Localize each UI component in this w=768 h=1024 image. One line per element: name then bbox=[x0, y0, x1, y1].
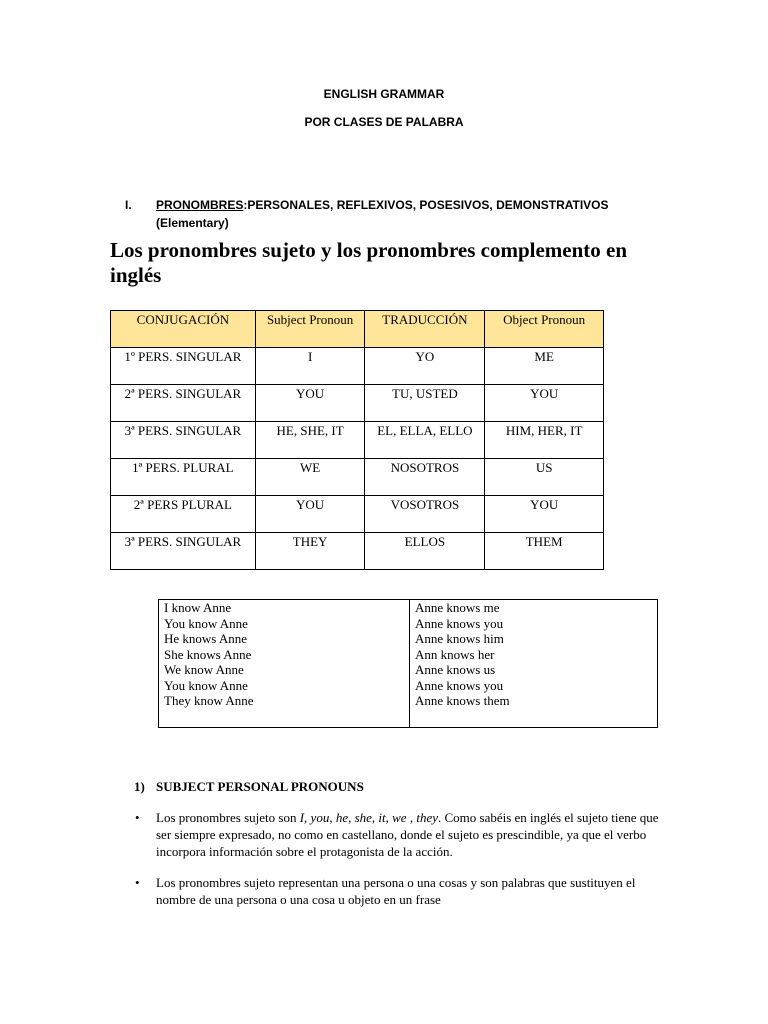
list-item: I know Anne bbox=[164, 600, 232, 615]
table-row bbox=[111, 422, 604, 459]
table-cell: EL, ELLA, ELLO bbox=[365, 422, 485, 459]
table-cell: 2ª PERS PLURAL bbox=[111, 496, 256, 533]
bullet-text: Los pronombres sujeto representan una persona o una cosas y son palabras que sustituyen el nombre de una persona o una cosa u objeto en un frase bbox=[156, 875, 636, 907]
table-header-row bbox=[111, 311, 604, 348]
bullet-text bbox=[156, 809, 666, 860]
table-cell: ELLOS bbox=[365, 533, 485, 570]
list-item: Anne knows you bbox=[415, 677, 504, 693]
list-item: Ann knows her bbox=[415, 646, 495, 662]
table-cell: HE, SHE, IT bbox=[255, 422, 365, 459]
subsection-number: 1) bbox=[134, 779, 145, 794]
table-header-cell: Subject Pronoun bbox=[255, 311, 365, 348]
bullet-text-italic: I, you, he, she, it, we , they bbox=[299, 810, 438, 825]
table-cell: YOU bbox=[485, 496, 604, 533]
table-cell: WE bbox=[255, 459, 365, 496]
table-row bbox=[111, 348, 604, 385]
bullet-icon: • bbox=[135, 875, 140, 890]
table-cell: HIM, HER, IT bbox=[485, 422, 604, 459]
table-row bbox=[111, 459, 604, 496]
page-heading: Los pronombres sujeto y los pronombres complemento en inglés bbox=[110, 238, 628, 287]
list-item: Anne knows them bbox=[415, 693, 510, 708]
list-item: We know Anne bbox=[164, 662, 244, 677]
table-cell: 3ª PERS. SINGULAR bbox=[111, 533, 256, 570]
table-cell: 1º PERS. SINGULAR bbox=[111, 348, 256, 385]
table-cell: YOU bbox=[255, 385, 365, 422]
bullet-icon: • bbox=[135, 810, 140, 825]
table-cell: YOU bbox=[485, 385, 604, 422]
table-cell: YOU bbox=[255, 496, 365, 533]
table-cell: 3ª PERS. SINGULAR bbox=[111, 422, 256, 459]
list-item: She knows Anne bbox=[164, 646, 252, 662]
table-cell: US bbox=[485, 459, 604, 496]
table-cell: VOSOTROS bbox=[365, 496, 485, 533]
examples-object-column bbox=[410, 600, 656, 727]
table-cell: TU, USTED bbox=[365, 385, 485, 422]
table-cell: ME bbox=[485, 348, 604, 385]
list-item: You know Anne bbox=[164, 677, 248, 693]
section-heading-rest: :PERSONALES, REFLEXIVOS, POSESIVOS, DEMONSTRATIVOS bbox=[243, 198, 609, 212]
table-cell: I bbox=[255, 348, 365, 385]
table-row bbox=[111, 533, 604, 570]
list-item: You know Anne bbox=[164, 615, 248, 631]
document-title: ENGLISH GRAMMAR bbox=[323, 87, 445, 101]
section-number: I. bbox=[125, 198, 132, 212]
table-cell: NOSOTROS bbox=[365, 459, 485, 496]
list-item: Anne knows you bbox=[415, 615, 504, 631]
list-item: Anne knows me bbox=[415, 600, 500, 615]
list-item: Anne knows him bbox=[415, 631, 504, 646]
pronoun-table bbox=[110, 310, 604, 570]
table-header-cell: Object Pronoun bbox=[485, 311, 604, 348]
table-cell: 2ª PERS. SINGULAR bbox=[111, 385, 256, 422]
table-cell: THEY bbox=[255, 533, 365, 570]
section-heading-text bbox=[156, 196, 636, 232]
table-row bbox=[111, 385, 604, 422]
list-item: Anne knows us bbox=[415, 662, 496, 677]
table-header-cell: CONJUGACIÓN bbox=[111, 311, 256, 348]
list-item: He knows Anne bbox=[164, 631, 248, 646]
table-cell: THEM bbox=[485, 533, 604, 570]
bullet-text-post: . Como sabéis en inglés el sujeto tiene que ser siempre expresado, no como en castellano, donde el sujeto es prescindible, ya que el verbo incorpora información sobre el protagonista de la acción. bbox=[156, 810, 659, 859]
list-item: They know Anne bbox=[164, 693, 254, 708]
subsection-heading bbox=[134, 779, 364, 795]
examples-subject-column bbox=[159, 600, 410, 727]
section-heading-underlined: PRONOMBRES bbox=[156, 198, 244, 212]
table-cell: 1ª PERS. PLURAL bbox=[111, 459, 256, 496]
subsection-title: SUBJECT PERSONAL PRONOUNS bbox=[156, 779, 364, 794]
section-level: (Elementary) bbox=[156, 216, 229, 230]
table-cell: YO bbox=[365, 348, 485, 385]
table-header-cell: TRADUCCIÓN bbox=[365, 311, 485, 348]
bullet-text-pre: Los pronombres sujeto son bbox=[156, 810, 300, 825]
examples-table bbox=[158, 599, 658, 728]
table-row bbox=[111, 496, 604, 533]
document-subtitle: POR CLASES DE PALABRA bbox=[304, 115, 464, 129]
